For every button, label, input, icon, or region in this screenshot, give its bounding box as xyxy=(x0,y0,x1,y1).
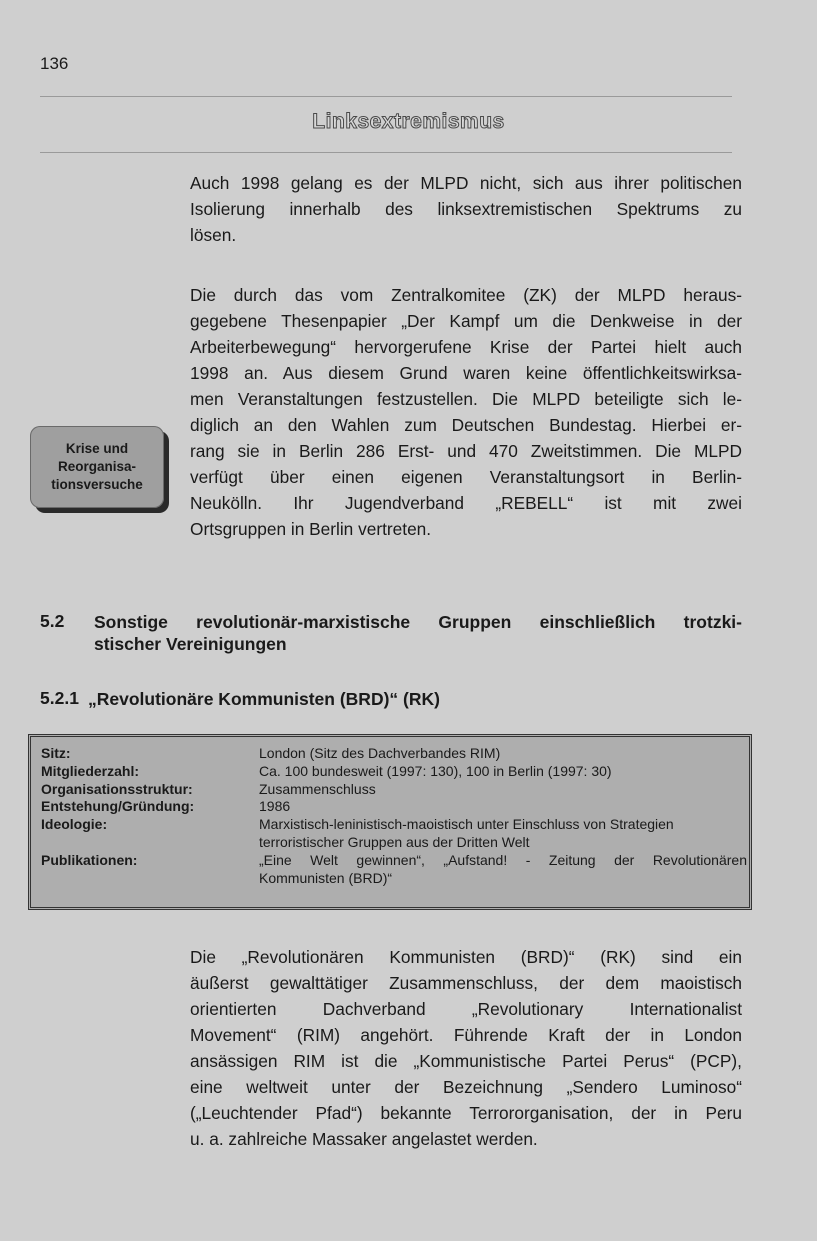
text-line: rang sie in Berlin 286 Erst- und 470 Zweitstimmen. Die MLPD xyxy=(190,441,742,461)
text-line: u. a. zahlreiche Massaker angelastet werden. xyxy=(190,1129,538,1149)
info-value: Ca. 100 bundesweit (1997: 130), 100 in Berlin (1997: 30) xyxy=(259,762,612,779)
info-value: „Eine Welt gewinnen“, „Aufstand! - Zeitung der Revolutionären xyxy=(259,851,747,868)
info-value: Zusammenschluss xyxy=(259,780,376,797)
text-line: diglich an den Wahlen zum Deutschen Bundestag. Hierbei er- xyxy=(190,415,742,435)
info-value: terroristischer Gruppen aus der Dritten Welt xyxy=(259,834,530,850)
section-title xyxy=(94,611,742,655)
text-line: lösen. xyxy=(190,225,237,245)
side-note-box xyxy=(30,426,164,508)
text-line: Die durch das vom Zentralkomitee (ZK) der MLPD heraus- xyxy=(190,285,742,305)
intro-paragraph-1 xyxy=(190,170,742,248)
section-title: „Revolutionäre Kommunisten (BRD)“ (RK) xyxy=(88,689,440,709)
text-line: orientierten Dachverband „Revolutionary Internationalist xyxy=(190,999,742,1019)
side-note-line: Krise und xyxy=(65,441,129,456)
info-label: Ideologie: xyxy=(41,816,108,833)
side-note-line: Reorganisa- xyxy=(57,459,136,474)
side-note-line: tionsversuche xyxy=(51,477,143,492)
text-line: eine weltweit unter der Bezeichnung „Sendero Luminoso“ xyxy=(190,1077,742,1097)
body-paragraph-3 xyxy=(190,944,742,1152)
page-number: 136 xyxy=(40,54,69,73)
text-line: Movement“ (RIM) angehört. Führende Kraft der in London xyxy=(190,1025,742,1045)
text-line: men Veranstaltungen festzustellen. Die MLPD beteiligte sich le- xyxy=(190,389,742,409)
info-label: Entstehung/Gründung: xyxy=(41,798,195,815)
info-value: 1986 xyxy=(259,798,291,815)
top-rule xyxy=(40,96,732,97)
text-line: Ortsgruppen in Berlin vertreten. xyxy=(190,519,432,539)
info-value: London (Sitz des Dachverbandes RIM) xyxy=(259,745,501,761)
section-title-line: Sonstige revolutionär-marxistische Gruppen einschließlich trotzki- xyxy=(94,612,742,632)
info-label: Sitz: xyxy=(41,745,71,761)
text-line: 1998 an. Aus diesem Grund waren keine öffentlichkeitswirksa- xyxy=(190,363,742,383)
text-line: äußerst gewalttätiger Zusammenschluss, der dem maoistisch xyxy=(190,973,742,993)
section-number: 5.2.1 xyxy=(40,688,79,708)
text-line: Neukölln. Ihr Jugendverband „REBELL“ ist mit zwei xyxy=(190,493,742,513)
text-line: verfügt über einen eigenen Veranstaltungsort in Berlin- xyxy=(190,467,742,487)
info-value: Kommunisten (BRD)“ xyxy=(259,869,393,886)
info-label: Organisationsstruktur: xyxy=(41,780,193,797)
info-label: Mitgliederzahl: xyxy=(41,762,140,779)
text-line: ansässigen RIM ist die „Kommunistische Partei Perus“ (PCP), xyxy=(190,1051,742,1071)
bottom-rule xyxy=(40,152,732,153)
text-line: Arbeiterbewegung“ hervorgerufene Krise der Partei hielt auch xyxy=(190,337,742,357)
text-line: („Leuchtender Pfad“) bekannte Terrororganisation, der in Peru xyxy=(190,1103,742,1123)
info-value: Marxistisch-leninistisch-maoistisch unter Einschluss von Strategien xyxy=(259,816,674,833)
running-title: Linksextremismus xyxy=(312,110,505,133)
text-line: Die „Revolutionären Kommunisten (BRD)“ (RK) sind ein xyxy=(190,947,742,967)
section-number: 5.2 xyxy=(40,611,65,631)
text-line: gegebene Thesenpapier „Der Kampf um die Denkweise in der xyxy=(190,311,742,331)
info-box xyxy=(28,734,752,910)
text-line: Auch 1998 gelang es der MLPD nicht, sich aus ihrer politischen xyxy=(190,173,742,193)
info-label: Publikationen: xyxy=(41,851,138,868)
section-title-line: stischer Vereinigungen xyxy=(94,634,287,654)
text-line: Isolierung innerhalb des linksextremistischen Spektrums zu xyxy=(190,199,742,219)
intro-paragraph-2 xyxy=(190,282,742,542)
